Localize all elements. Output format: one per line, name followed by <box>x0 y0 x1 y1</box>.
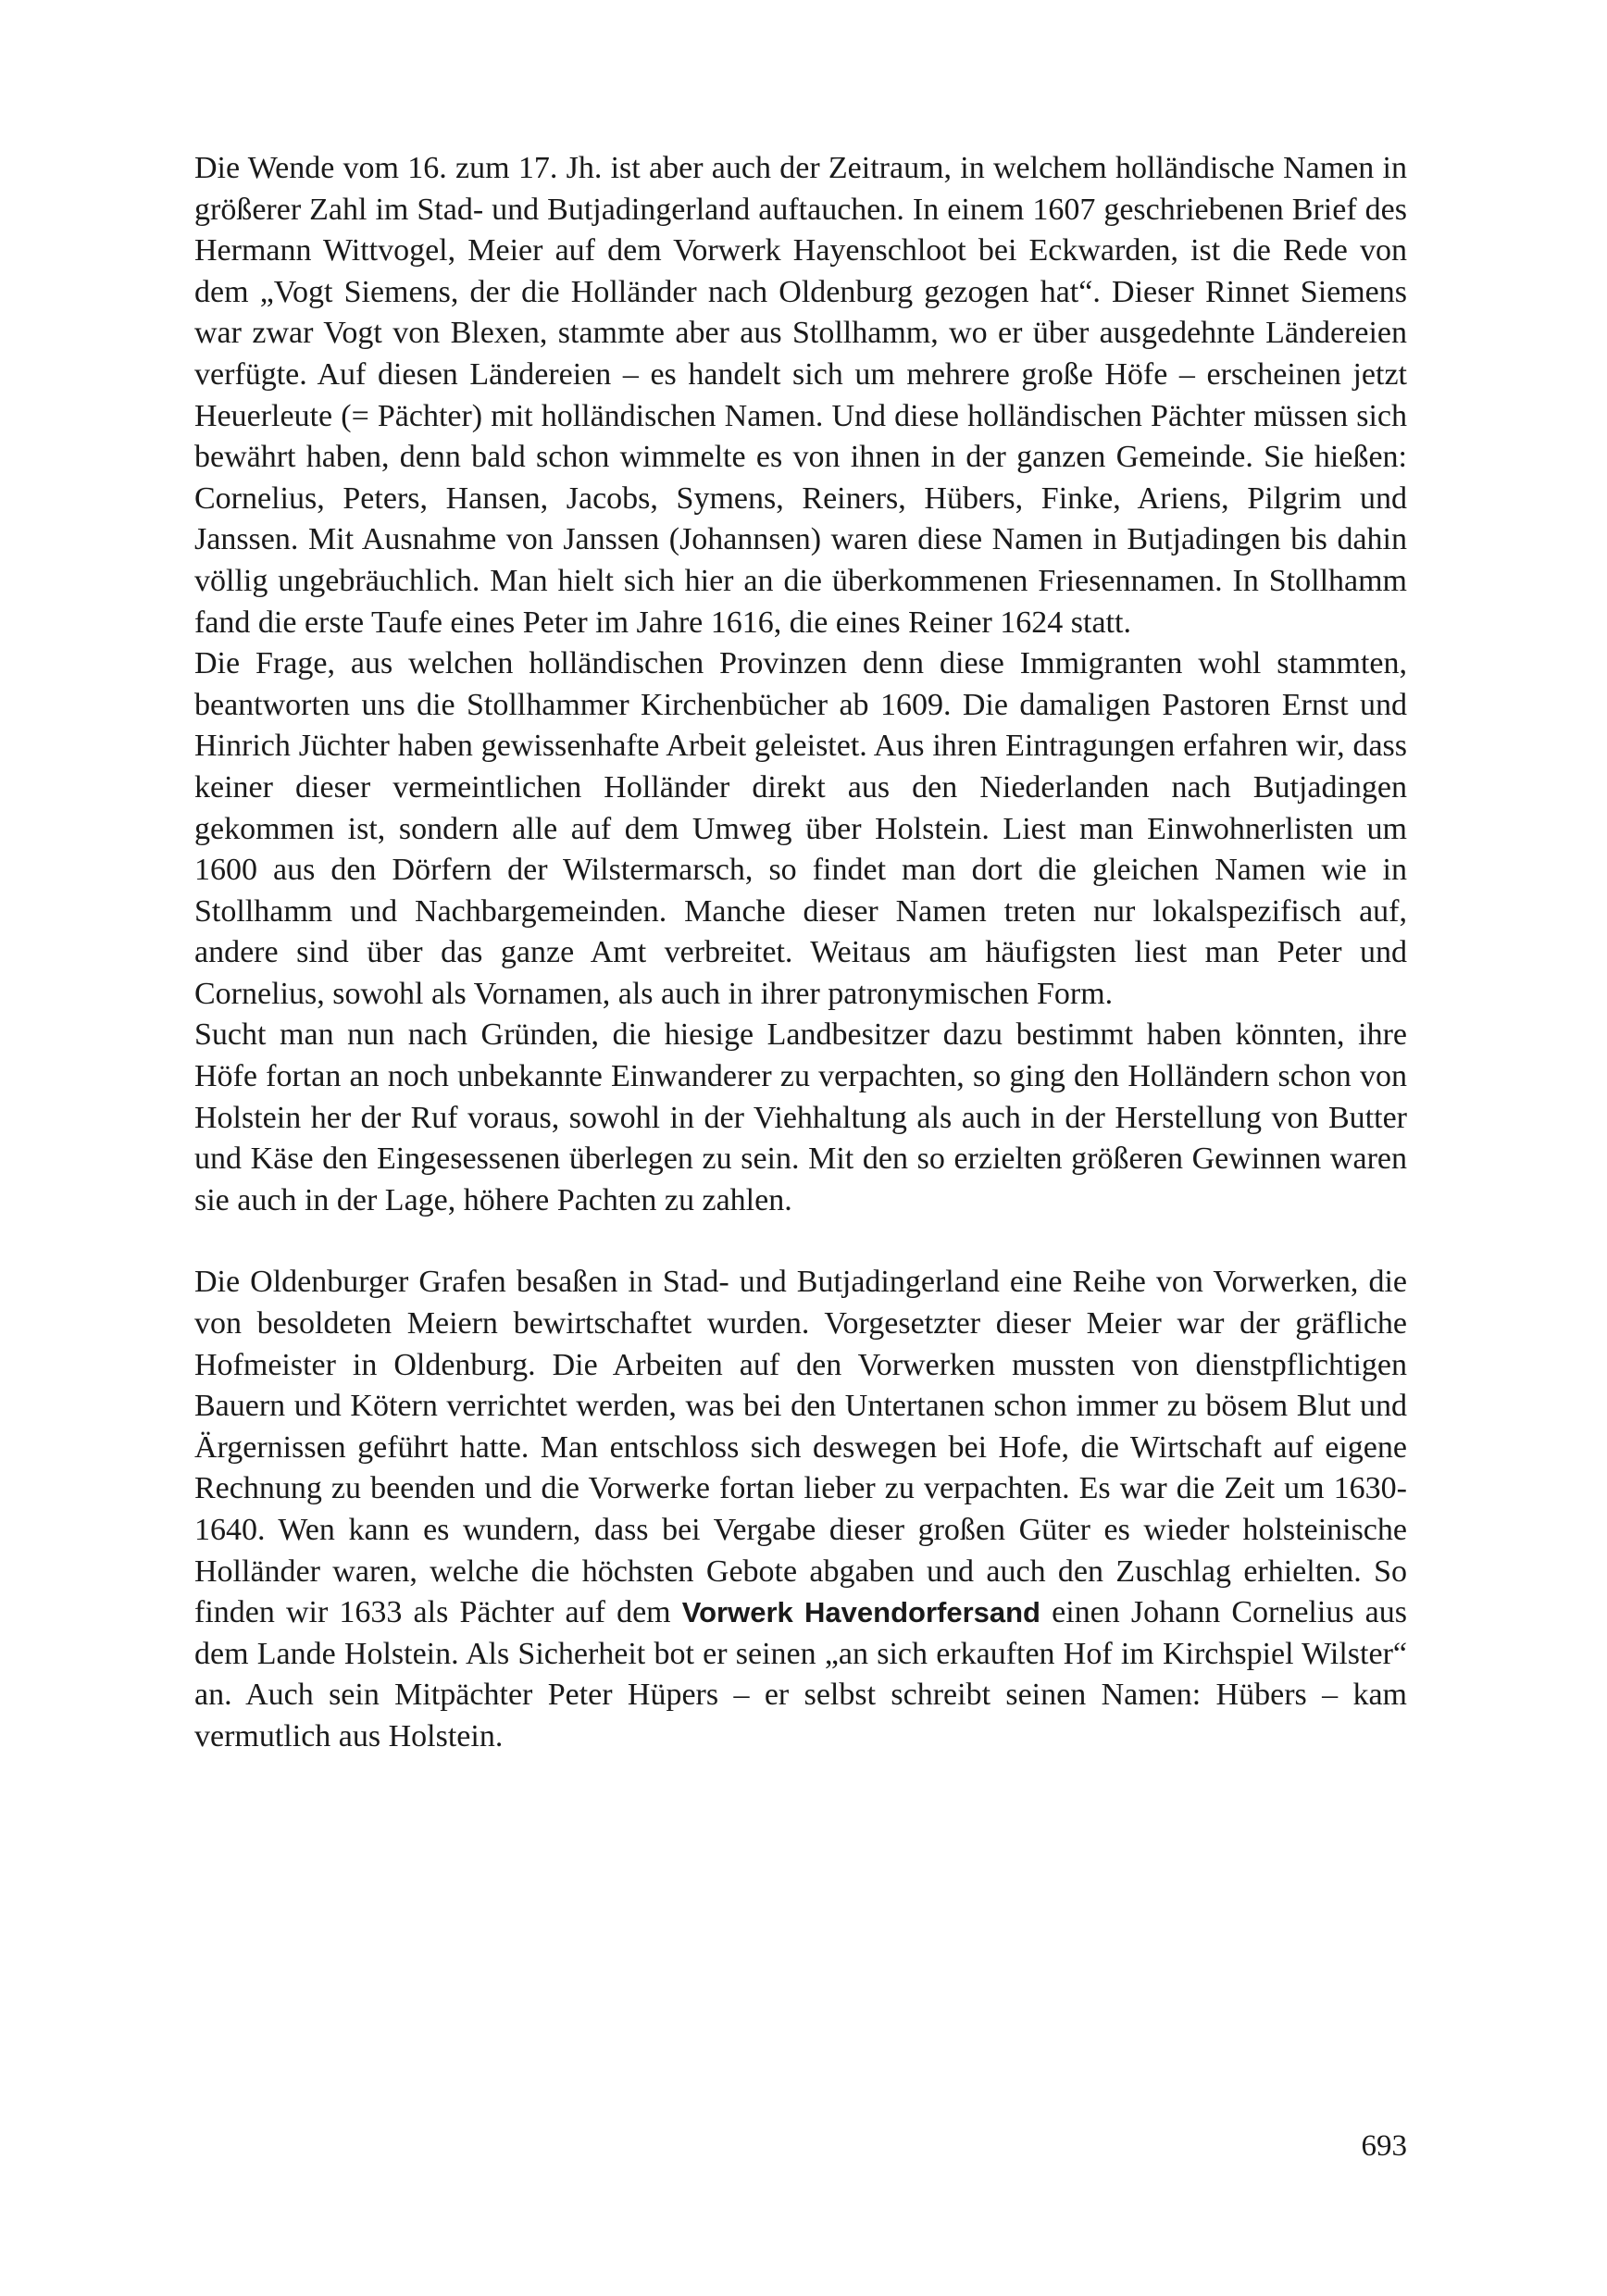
paragraph-1: Die Wende vom 16. zum 17. Jh. ist aber auch der Zeitraum, in welchem holländische Namen in größerer Zahl im Stad- und Butjadingerland auftauchen. In einem 1607 geschriebenen Brief des Hermann Wittvogel, Meier auf dem Vorwerk Hayenschloot bei Eckwarden, ist die Rede von dem „Vogt Siemens, der die Holländer nach Oldenburg gezogen hat“. Dieser Rinnet Siemens war zwar Vogt von Blexen, stammte aber aus Stollhamm, wo er über ausgedehnte Ländereien verfügte. Auf diesen Ländereien – es handelt sich um mehrere große Höfe – erscheinen jetzt Heuerleute (= Pächter) mit holländischen Namen. Und diese holländischen Pächter müssen sich bewährt haben, denn bald schon wimmelte es von ihnen in der ganzen Gemeinde. Sie hießen: Cornelius, Peters, Hansen, Jacobs, Symens, Reiners, Hübers, Finke, Ariens, Pilgrim und Janssen. Mit Ausnahme von Janssen (Johannsen) waren diese Namen in Butjadingen bis dahin völlig ungebräuchlich. Man hielt sich hier an die überkommenen Friesennamen. In Stollhamm fand die erste Taufe eines Peter im Jahre 1616, die eines Reiner 1624 statt. <box>194 151 1407 640</box>
paragraph-2: Die Frage, aus welchen holländischen Provinzen denn diese Immigranten wohl stammten, beantworten uns die Stollhammer Kirchenbücher ab 1609. Die damaligen Pastoren Ernst und Hinrich Jüchter haben gewissenhafte Arbeit geleistet. Aus ihren Eintragungen erfahren wir, dass keiner dieser vermeintlichen Holländer direkt aus den Niederlanden nach Butjadingen gekommen ist, sondern alle auf dem Umweg über Holstein. Liest man Einwohnerlisten um 1600 aus den Dörfern der Wilstermarsch, so findet man dort die gleichen Namen wie in Stollhamm und Nachbargemeinden. Manche dieser Namen treten nur lokalspezifisch auf, andere sind über das ganze Amt verbreitet. Weitaus am häufigsten liest man Peter und Cornelius, sowohl als Vornamen, als auch in ihrer patronymischen Form. <box>194 646 1407 1011</box>
page-number: 693 <box>1361 2129 1407 2163</box>
paragraph-4-text-end: einen Johann Cornelius aus dem Lande Holstein. Als Sicherheit bot er seinen „an sich erkauften Hof im Kirchspiel Wilster“ an. Auch sein Mitpächter Peter Hüpers – er selbst schreibt seinen Namen: Hübers – kam vermutlich aus Holstein. <box>194 1595 1407 1753</box>
paragraph-gap <box>194 1221 1407 1262</box>
emphasized-place-name: Vorwerk Havendorfersand <box>681 1596 1040 1629</box>
paragraph-4-text-start: Die Oldenburger Grafen besaßen in Stad- und Butjadingerland eine Reihe von Vorwerken, die von besoldeten Meiern bewirtschaftet wurden. Vorgesetzter dieser Meier war der gräfliche Hofmeister in Oldenburg. Die Arbeiten auf den Vorwerken mussten von dienstpflichtigen Bauern und Kötern verrichtet werden, was bei den Untertanen schon immer zu bösem Blut und Ärgernissen geführt hatte. Man entschloss sich deswegen bei Hofe, die Wirtschaft auf eigene Rechnung zu beenden und die Vorwerke fortan lieber zu verpachten. Es war die Zeit um 1630-1640. Wen kann es wundern, dass bei Vergabe dieser großen Güter es wieder holsteinische Holländer waren, welche die höchsten Gebote abgaben und auch den Zuschlag erhielten. So finden wir 1633 als Pächter auf dem <box>194 1265 1407 1630</box>
page-body <box>194 148 1407 1758</box>
paragraph-3: Sucht man nun nach Gründen, die hiesige Landbesitzer dazu bestimmt haben könnten, ihre Höfe fortan an noch unbekannte Einwanderer zu verpachten, so ging den Holländern schon von Holstein her der Ruf voraus, sowohl in der Viehhaltung als auch in der Herstellung von Butter und Käse den Eingesessenen überlegen zu sein. Mit den so erzielten größeren Gewinnen waren sie auch in der Lage, höhere Pachten zu zahlen. <box>194 1017 1407 1217</box>
paragraph-4 <box>194 1262 1407 1757</box>
